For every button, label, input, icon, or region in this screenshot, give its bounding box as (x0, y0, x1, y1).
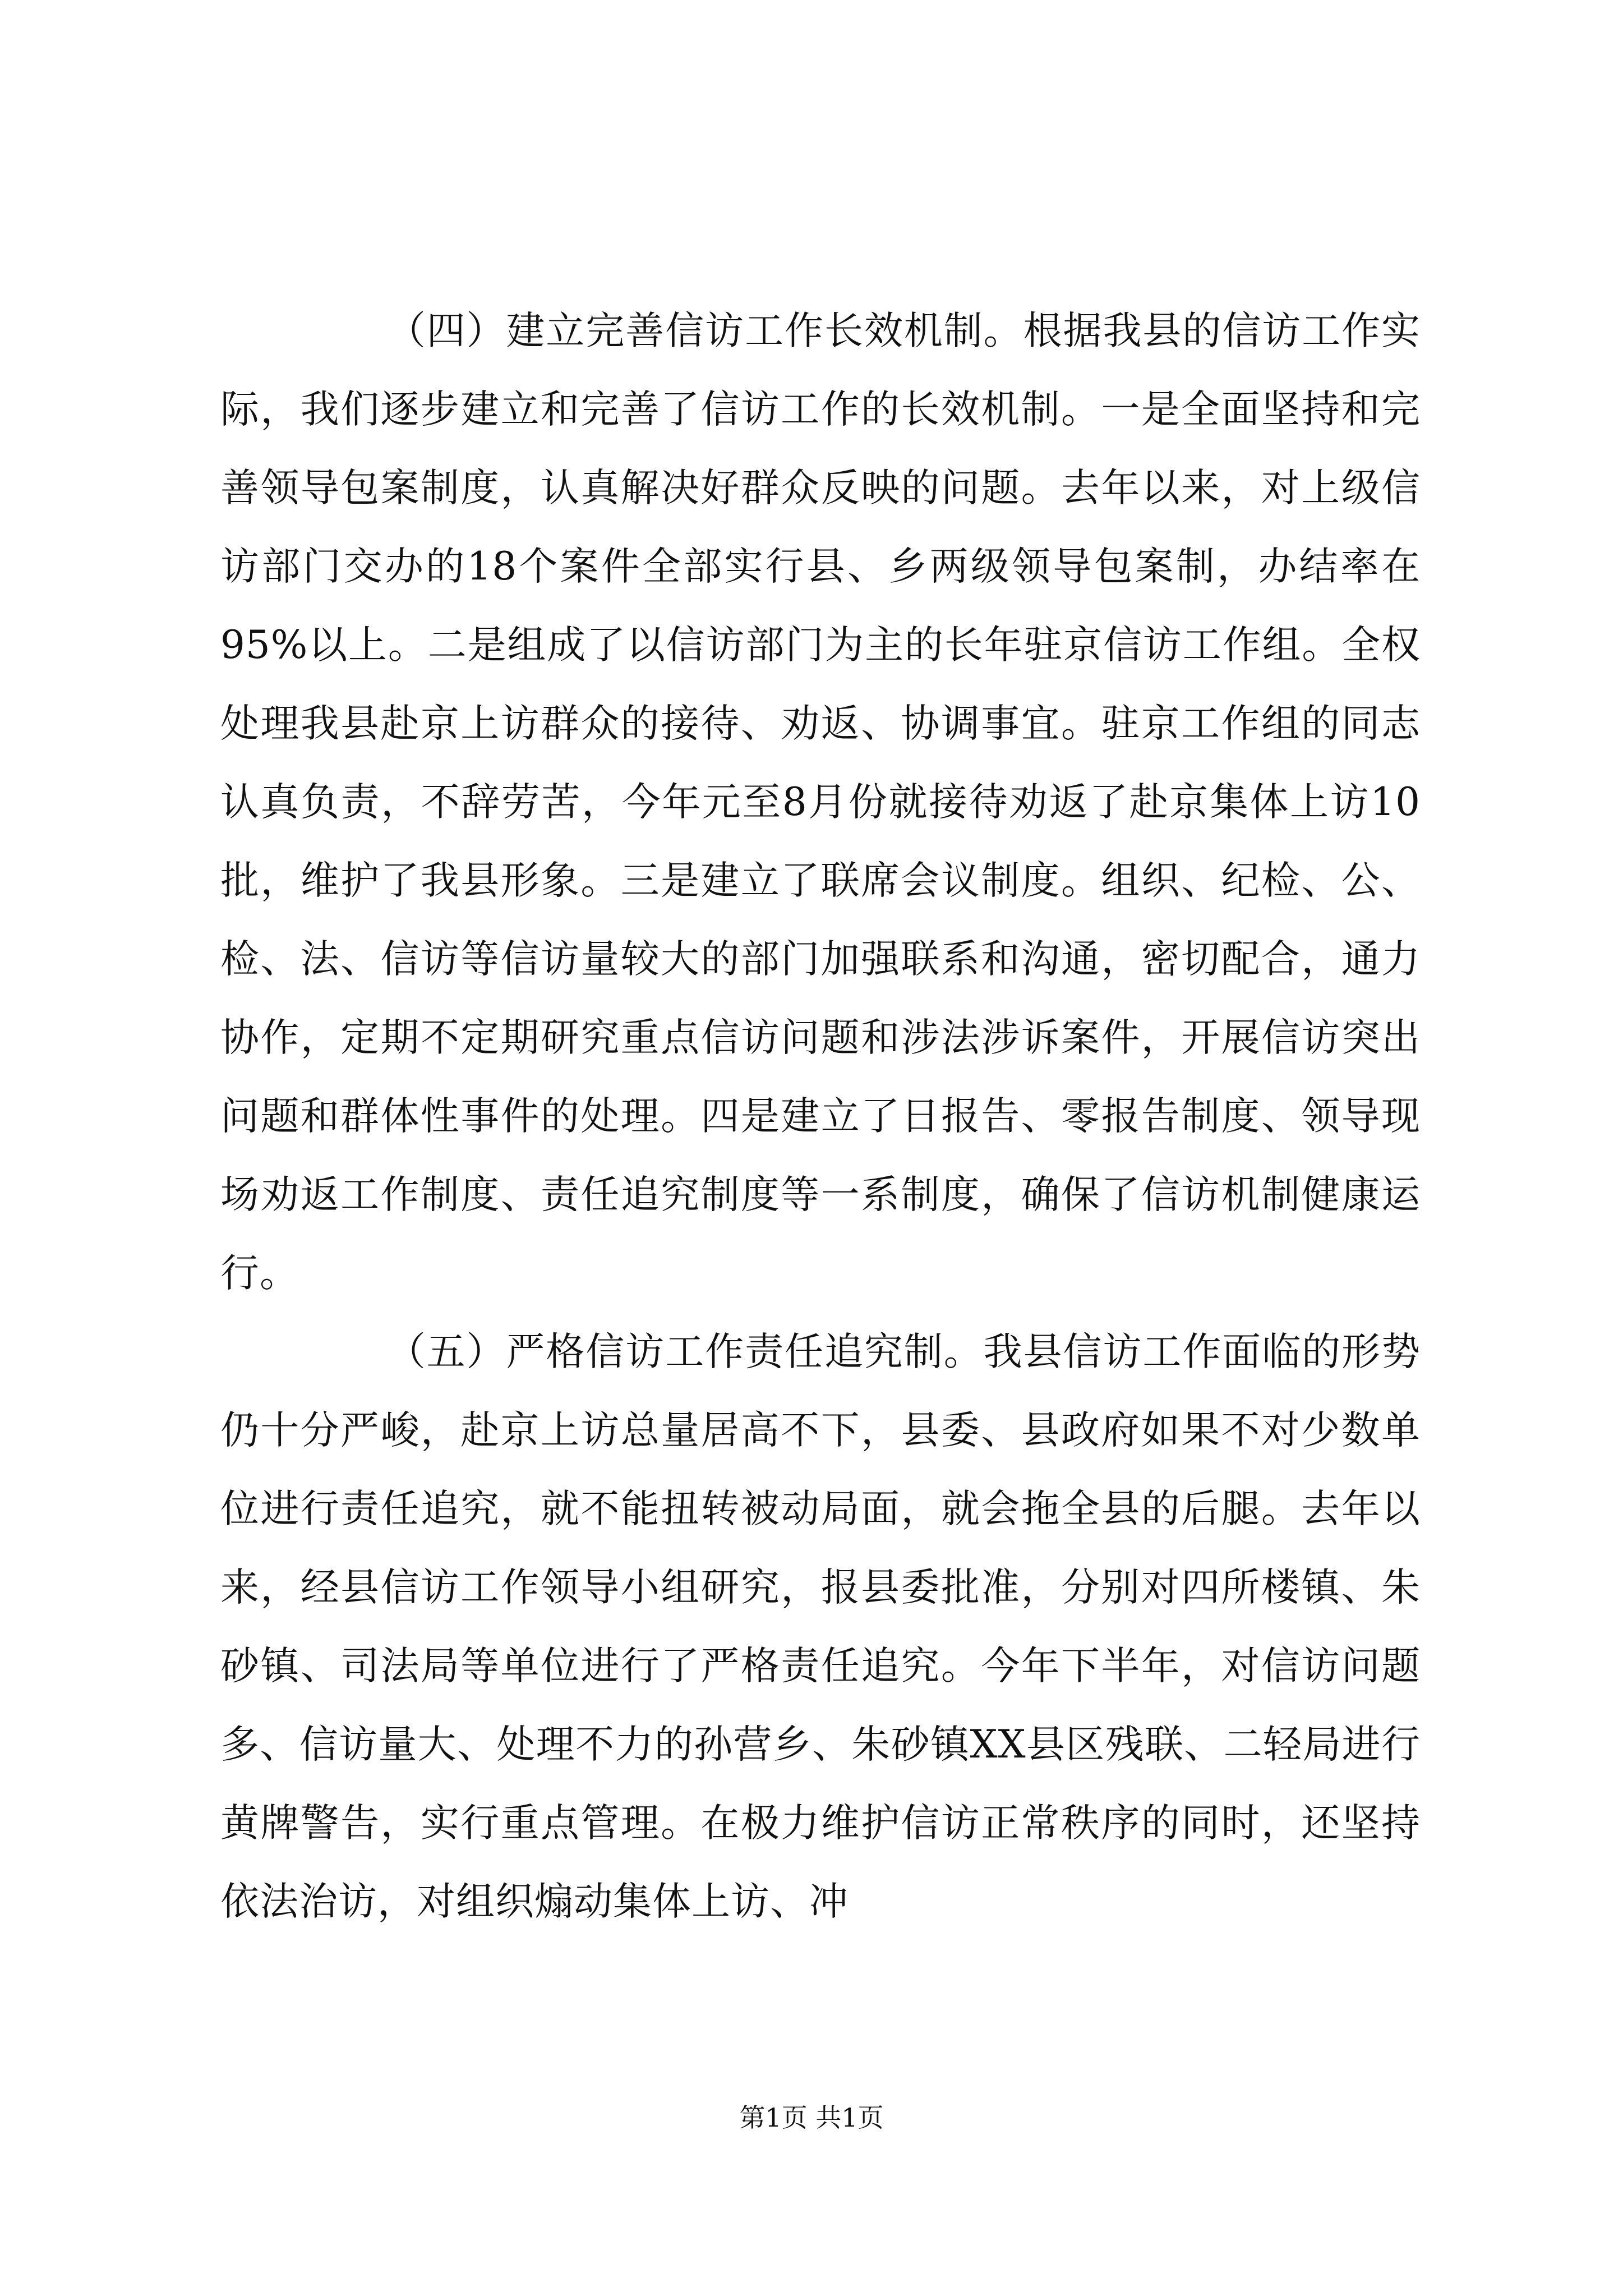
page-footer: 第1页 共1页 (739, 2102, 884, 2133)
paragraph-five: （五）严格信访工作责任追究制。我县信访工作面临的形势仍十分严峻，赴京上访总量居高不下，县委、县政府如果不对少数单位进行责任追究，就不能扭转被动局面，就会拖全县的后腿。去年以来，经县信访工作领导小组研究，报县委批准，分别对四所楼镇、朱砂镇、司法局等单位进行了严格责任追究。今年下半年，对信访问题多、信访量大、处理不力的孙营乡、朱砂镇XX县区残联、二轻局进行黄牌警告，实行重点管理。在极力维护信访正常秩序的同时，还坚持依法治访，对组织煽动集体上访、冲 (220, 1329, 1421, 1924)
document-body (220, 292, 1421, 1941)
paragraph-four: （四）建立完善信访工作长效机制。根据我县的信访工作实际，我们逐步建立和完善了信访工作的长效机制。一是全面坚持和完善领导包案制度，认真解决好群众反映的问题。去年以来，对上级信访部门交办的18个案件全部实行县、乡两级领导包案制，办结率在95%以上。二是组成了以信访部门为主的长年驻京信访工作组。全权处理我县赴京上访群众的接待、劝返、协调事宜。驻京工作组的同志认真负责，不辞劳苦，今年元至8月份就接待劝返了赴京集体上访10批，维护了我县形象。三是建立了联席会议制度。组织、纪检、公、检、法、信访等信访量较大的部门加强联系和沟通，密切配合，通力协作，定期不定期研究重点信访问题和涉法涉诉案件，开展信访突出问题和群体性事件的处理。四是建立了日报告、零报告制度、领导现场劝返工作制度、责任追究制度等一系制度，确保了信访机制健康运行。 (220, 309, 1421, 1296)
